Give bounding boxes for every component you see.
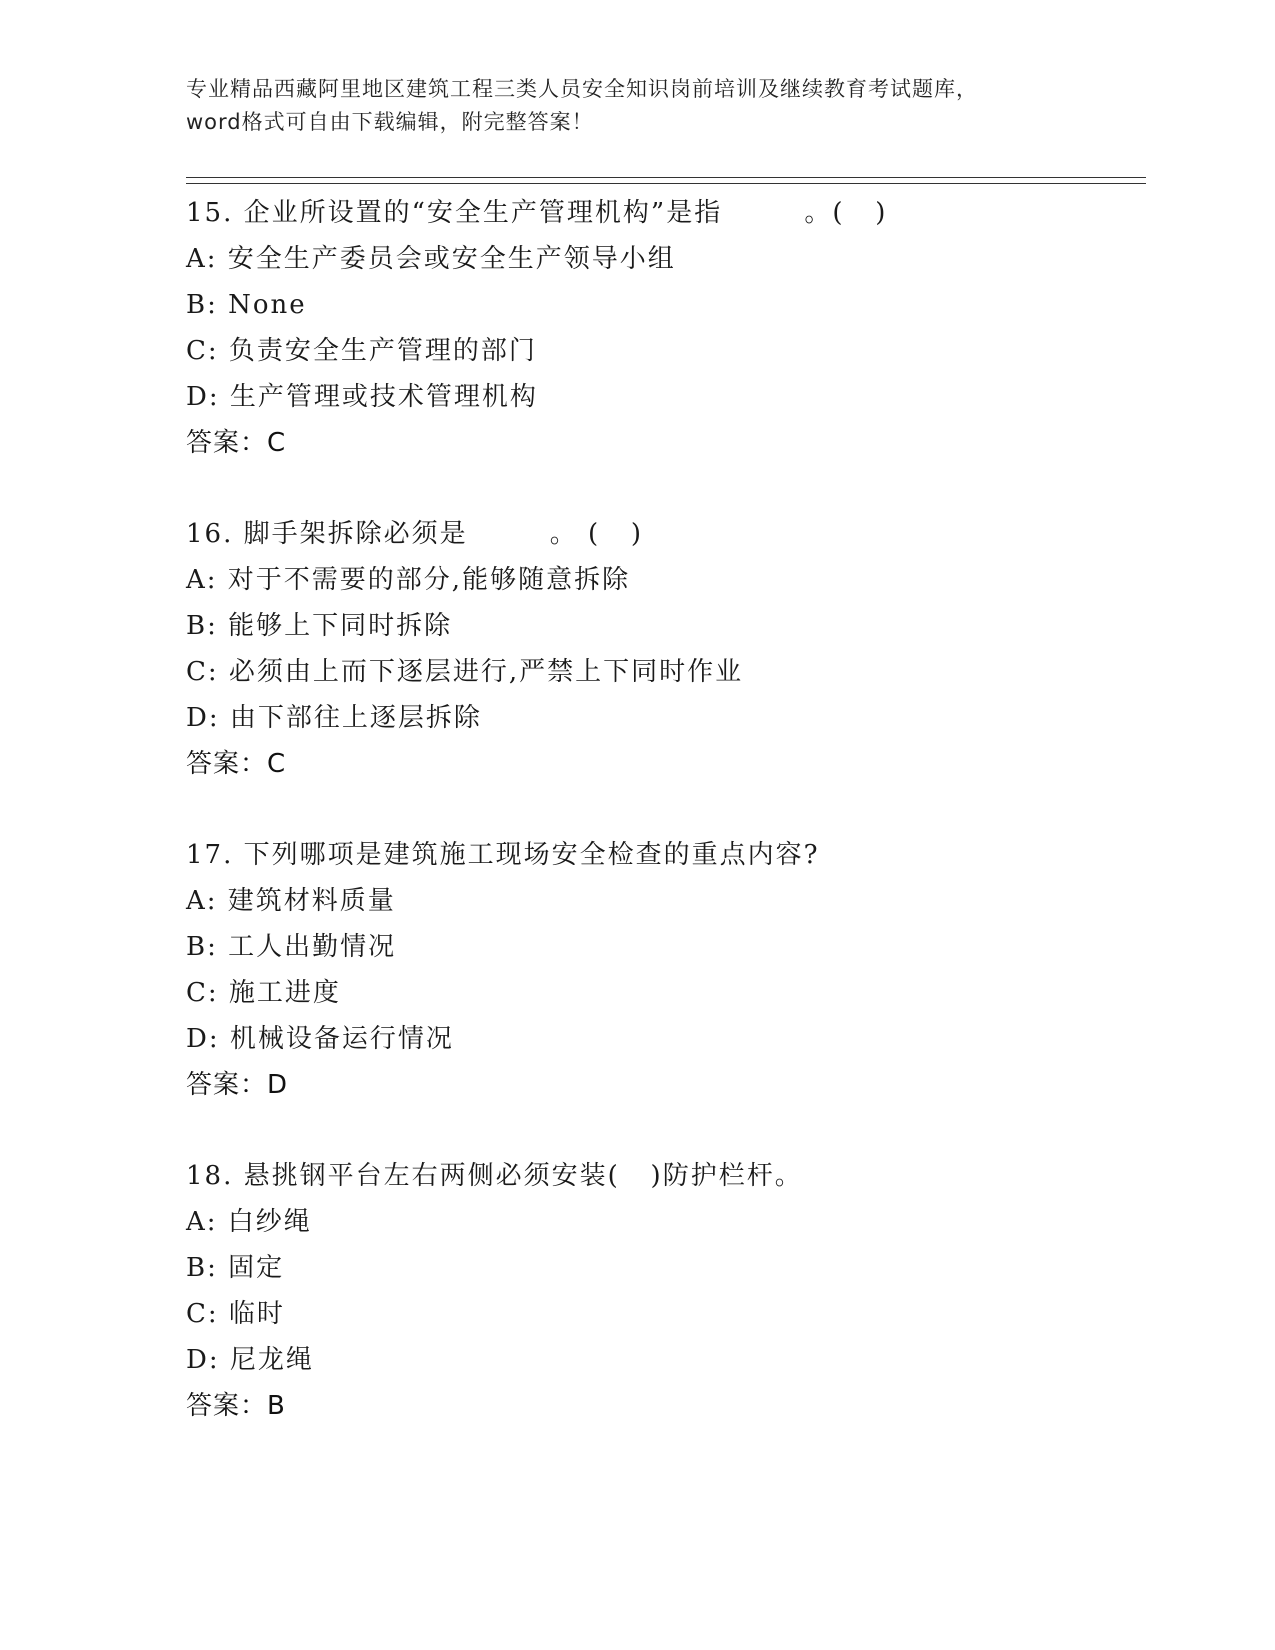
question-stem: 18. 悬挑钢平台左右两侧必须安装( )防护栏杆。 <box>186 1161 803 1191</box>
question-15 <box>186 190 1146 466</box>
header-divider-top <box>186 177 1146 178</box>
question-stem: 17. 下列哪项是建筑施工现场安全检查的重点内容? <box>186 840 820 870</box>
option-a: A: 对于不需要的部分,能够随意拆除 <box>186 565 631 595</box>
option-d: D: 由下部往上逐层拆除 <box>186 703 482 733</box>
question-stem: 16. 脚手架拆除必须是 。 ( ) <box>186 519 644 549</box>
answer: 答案：D <box>186 1070 289 1100</box>
header-line-1: 专业精品西藏阿里地区建筑工程三类人员安全知识岗前培训及继续教育考试题库， <box>186 77 978 101</box>
question-18 <box>186 1153 1146 1429</box>
answer: 答案：C <box>186 428 287 458</box>
answer: 答案：B <box>186 1391 286 1421</box>
header-divider-bottom <box>186 183 1146 184</box>
option-c: C: 负责安全生产管理的部门 <box>186 336 537 366</box>
answer: 答案：C <box>186 749 287 779</box>
option-b: B: None <box>186 290 307 320</box>
option-a: A: 白纱绳 <box>186 1207 312 1237</box>
header-line-2: word格式可自由下载编辑，附完整答案！ <box>186 110 594 134</box>
question-17 <box>186 832 1146 1108</box>
question-stem: 15. 企业所设置的“安全生产管理机构”是指 。( ) <box>186 198 888 228</box>
document-header <box>186 73 1086 139</box>
question-16 <box>186 511 1146 787</box>
option-a: A: 安全生产委员会或安全生产领导小组 <box>186 244 676 274</box>
option-c: C: 临时 <box>186 1299 285 1329</box>
option-d: D: 机械设备运行情况 <box>186 1024 454 1054</box>
option-b: B: 固定 <box>186 1253 285 1283</box>
option-d: D: 尼龙绳 <box>186 1345 314 1375</box>
option-a: A: 建筑材料质量 <box>186 886 396 916</box>
option-c: C: 必须由上而下逐层进行,严禁上下同时作业 <box>186 657 744 687</box>
option-b: B: 能够上下同时拆除 <box>186 611 453 641</box>
option-c: C: 施工进度 <box>186 978 341 1008</box>
option-b: B: 工人出勤情况 <box>186 932 397 962</box>
option-d: D: 生产管理或技术管理机构 <box>186 382 538 412</box>
